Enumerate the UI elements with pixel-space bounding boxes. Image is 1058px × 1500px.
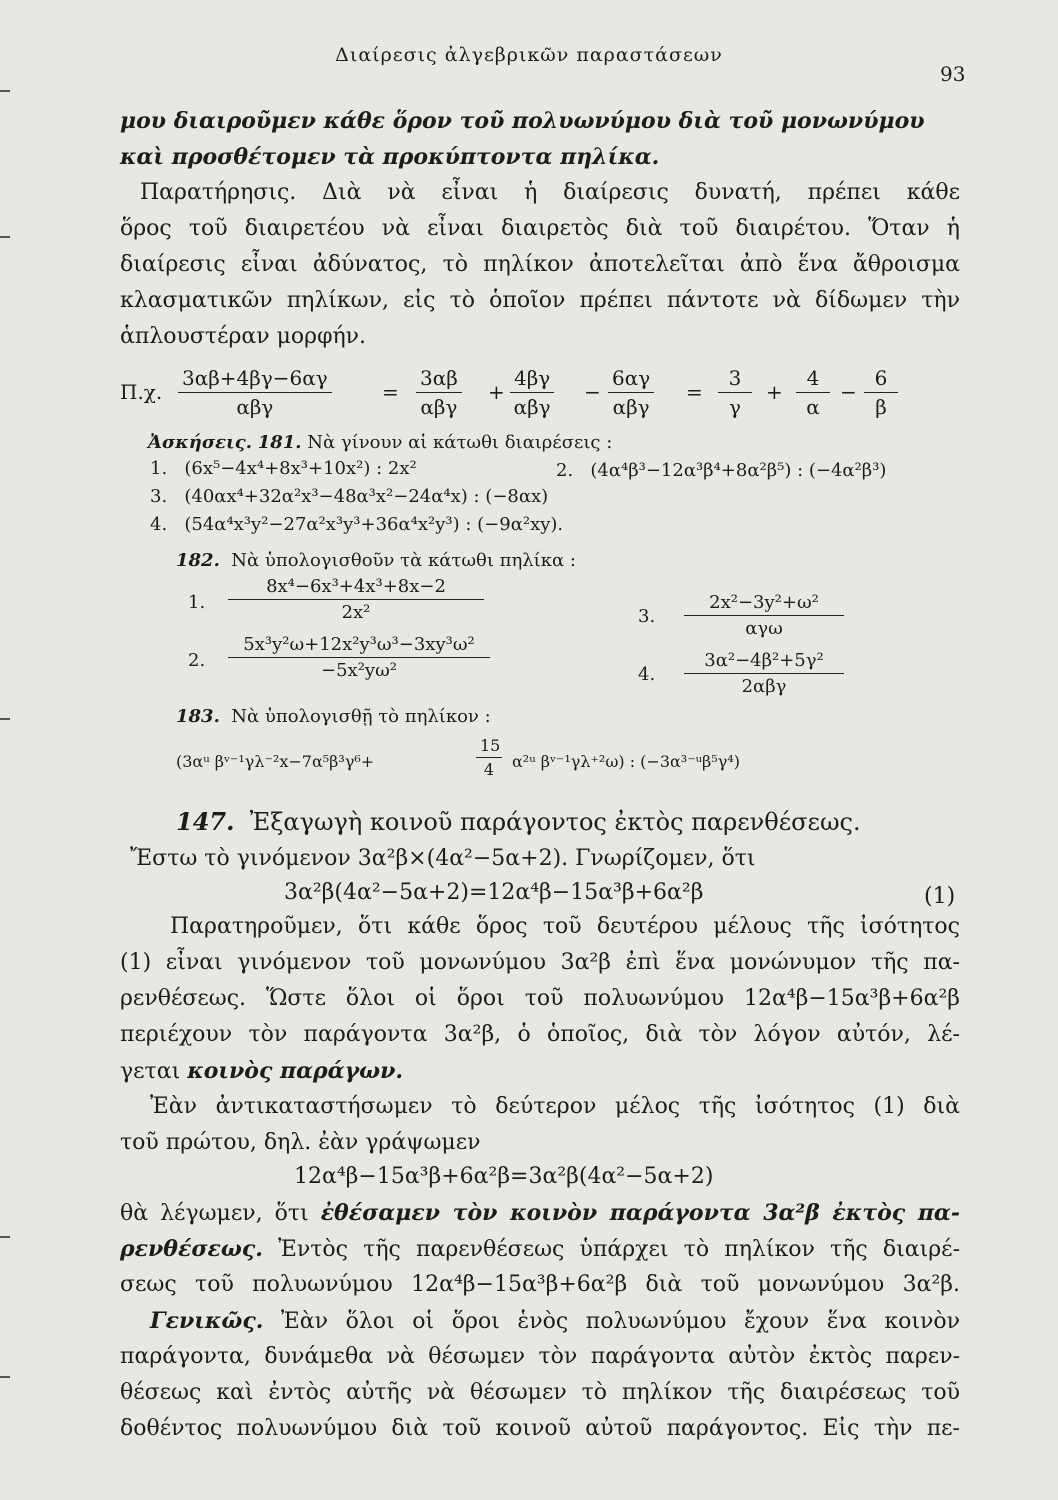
item-index: 3.: [150, 486, 168, 507]
numerator: 2x²−3y²+ω²: [684, 592, 844, 616]
body-line: [120, 1058, 960, 1085]
denominator: αγω: [745, 618, 783, 639]
fraction: [510, 366, 554, 419]
denominator: γ: [729, 395, 741, 419]
denominator: α: [806, 395, 820, 419]
page-number: 93: [940, 62, 966, 86]
fraction: [684, 592, 844, 639]
fraction: [796, 366, 830, 419]
exercise-heading: [176, 706, 491, 727]
body-line: ρενθέσεως. Ὥστε ὅλοι οἱ ὅροι τοῦ πολυωνύμου 12α⁴β−15α³β+6α²β: [120, 986, 960, 1011]
numerator: 6αγ: [608, 366, 654, 393]
plus-sign: +: [766, 380, 783, 404]
exercise-number: 182.: [176, 550, 220, 571]
body-line: Ἔστω τὸ γινόμενον 3α²β×(4α²−5α+2). Γνωρίζομεν, ὅτι: [130, 846, 756, 871]
section-number: 147.: [176, 807, 235, 836]
body-line: δοθέντος πολυωνύμου διὰ τοῦ κοινοῦ αὐτοῦ παράγοντος. Εἰς τὴν πε-: [120, 1416, 960, 1441]
emphasis-text: Γενικῶς.: [150, 1308, 264, 1334]
body-line: [120, 1236, 960, 1263]
margin-mark: [0, 718, 10, 720]
remark-label: Παρατήρησις.: [140, 180, 297, 205]
item-index: 1.: [188, 592, 206, 613]
example-equation: [120, 366, 970, 426]
fraction: [228, 634, 490, 681]
item-index: 2.: [188, 650, 206, 671]
remark-line: διαίρεσις εἶναι ἀδύνατος, τὸ πηλίκον ἀποτελεῖται ἀπὸ ἕνα ἄθροισμα: [120, 252, 960, 277]
item-index: 1.: [150, 458, 168, 479]
equation: 3α²β(4α²−5α+2)=12α⁴β−15α³β+6α²β: [284, 880, 704, 905]
numerator: 3α²−4β²+5γ²: [684, 650, 844, 674]
numerator: 5x³y²ω+12x²y³ω³−3xy³ω²: [228, 634, 490, 658]
body-line: σεως τοῦ πολυωνύμου 12α⁴β−15α³β+6α²β διὰ τοῦ μονωνύμου 3α²β.: [120, 1272, 960, 1297]
numerator: 4: [796, 366, 830, 393]
margin-mark: [0, 236, 10, 238]
equals-sign: =: [382, 380, 399, 404]
section-title: Ἐξαγωγὴ κοινοῦ παράγοντος ἐκτὸς παρενθέσεως.: [249, 808, 861, 836]
remark-line: ἁπλουστέραν μορφήν.: [120, 324, 367, 349]
denominator: β: [875, 395, 887, 419]
item-expression: (4α⁴β³−12α³β⁴+8α²β⁵) : (−4α²β³): [590, 460, 887, 481]
exercise-text: Νὰ γίνουν αἱ κάτωθι διαιρέσεις :: [307, 432, 613, 453]
body-line: θέσεως καὶ ἐντὸς αὐτῆς νὰ θέσωμεν τὸ πηλίκον τῆς διαιρέσεως τοῦ: [120, 1380, 960, 1405]
denominator: −5x²yω²: [321, 660, 397, 681]
emphasis-text: ρενθέσεως.: [120, 1236, 263, 1262]
denominator: αβγ: [513, 395, 551, 419]
exercises-label: Ἀσκήσεις.: [148, 432, 252, 453]
exercise-item: [150, 486, 548, 507]
remark-line: ὅρος τοῦ διαιρετέου νὰ εἶναι διαιρετὸς διὰ τοῦ διαιρέτου. Ὅταν ἡ: [120, 216, 960, 241]
section-heading: [176, 808, 966, 837]
item-index: 4.: [150, 514, 168, 535]
remark-text: Διὰ νὰ εἶναι ἡ διαίρεσις δυνατή, πρέπει κάθε: [322, 180, 960, 205]
exercise-expression: [176, 736, 976, 790]
body-line: Ἐὰν ἀντικαταστήσωμεν τὸ δεύτερον μέλος τῆς ἰσότητος (1) διὰ: [150, 1094, 960, 1119]
plus-sign: +: [488, 380, 505, 404]
exercise-number: 181.: [257, 432, 302, 453]
item-index: 4.: [638, 664, 656, 685]
item-index: 3.: [638, 606, 656, 627]
numerator: 3αβ: [416, 366, 462, 393]
numerator: 6: [864, 366, 898, 393]
body-text: γεται: [120, 1059, 181, 1084]
example-label: Π.χ.: [120, 380, 163, 404]
exercise-heading: [148, 432, 988, 454]
exercise-heading: [176, 550, 576, 571]
body-text: Ἐντὸς τῆς παρενθέσεως ὑπάρχει τὸ πηλίκον τῆς διαιρέ-: [278, 1237, 960, 1262]
numerator: 15: [476, 736, 502, 758]
running-header: Διαίρεσις ἀλγεβρικῶν παραστάσεων: [335, 44, 723, 66]
denominator: 2αβγ: [741, 676, 787, 697]
fraction: [718, 366, 752, 419]
numerator: 8x⁴−6x³+4x³+8x−2: [228, 576, 484, 600]
denominator: 4: [483, 760, 495, 779]
minus-sign: −: [584, 380, 601, 404]
item-expression: (54α⁴x³y²−27α²x³y³+36α⁴x²y³) : (−9α²xy).: [184, 514, 564, 535]
expression-part: α²ᵘ βᵛ⁻¹γλ⁺²ω) : (−3α³⁻ᵘβ⁵γ⁴): [512, 752, 740, 771]
margin-mark: [0, 90, 10, 92]
body-text: Ἐὰν ὅλοι οἱ ὅροι ἑνὸς πολυωνύμου ἔχουν ἕνα κοινὸν: [281, 1309, 960, 1334]
emphasis-text: ἐθέσαμεν τὸν κοινὸν παράγοντα 3α²β ἐκτὸς πα-: [320, 1200, 960, 1226]
exercise-text: Νὰ ὑπολογισθῇ τὸ πηλίκον :: [231, 706, 491, 727]
body-line: (1) εἶναι γινόμενον τοῦ μονωνύμου 3α²β ἐπὶ ἕνα μονώνυμον τῆς πα-: [120, 950, 960, 975]
exercise-item: [150, 458, 417, 479]
exercise-number: 183.: [176, 706, 220, 727]
denominator: αβγ: [236, 395, 274, 419]
exercise-item: [556, 460, 886, 481]
intro-line: μου διαιροῦμεν κάθε ὅρον τοῦ πολυωνύμου διὰ τοῦ μονωνύμου: [120, 108, 925, 134]
fraction: [476, 736, 502, 779]
item-expression: (6x⁵−4x⁴+8x³+10x²) : 2x²: [184, 458, 417, 479]
numerator: 3: [718, 366, 752, 393]
body-line: τοῦ πρώτου, δηλ. ἐὰν γράψωμεν: [120, 1130, 481, 1155]
body-line: περιέχουν τὸν παράγοντα 3α²β, ὁ ὁποῖος, διὰ τὸν λόγον αὐτόν, λέ-: [120, 1022, 960, 1047]
fraction: [178, 366, 332, 419]
body-line: παράγοντα, δυνάμεθα νὰ θέσωμεν τὸν παράγοντα αὐτὸν ἐκτὸς παρεν-: [120, 1344, 960, 1369]
equals-sign: =: [686, 380, 703, 404]
body-line: Παρατηροῦμεν, ὅτι κάθε ὅρος τοῦ δευτέρου μέλους τῆς ἰσότητος: [170, 914, 960, 939]
intro-line: καὶ προσθέτομεν τὰ προκύπτοντα πηλίκα.: [120, 144, 660, 170]
remark-line: [140, 180, 960, 206]
margin-mark: [0, 1236, 10, 1238]
denominator: αβγ: [420, 395, 458, 419]
body-line: [120, 1200, 960, 1227]
expression-part: (3αᵘ βᵛ⁻¹γλ⁻²x−7α⁵β³γ⁶+: [176, 752, 375, 771]
denominator: αβγ: [612, 395, 650, 419]
remark-line: κλασματικῶν πηλίκων, εἰς τὸ ὁποῖον πρέπει πάντοτε νὰ δίδωμεν τὴν: [120, 288, 960, 313]
fraction: [864, 366, 898, 419]
body-line: [150, 1308, 960, 1335]
exercise-text: Νὰ ὑπολογισθοῦν τὰ κάτωθι πηλίκα :: [231, 550, 576, 571]
fraction: [416, 366, 462, 419]
fraction: [684, 650, 844, 697]
fraction: [608, 366, 654, 419]
numerator: 4βγ: [510, 366, 554, 393]
margin-mark: [0, 1376, 10, 1378]
numerator: 3αβ+4βγ−6αγ: [178, 366, 332, 393]
item-index: 2.: [556, 460, 574, 481]
denominator: 2x²: [341, 602, 371, 623]
equation-tag: (1): [924, 884, 956, 909]
equation: 12α⁴β−15α³β+6α²β=3α²β(4α²−5α+2): [294, 1164, 714, 1189]
fraction: [228, 576, 484, 623]
emphasis-text: κοινὸς παράγων.: [187, 1058, 403, 1084]
body-text: θὰ λέγωμεν, ὅτι: [120, 1201, 309, 1226]
item-expression: (40αx⁴+32α²x³−48α³x²−24α⁴x) : (−8αx): [184, 486, 549, 507]
minus-sign: −: [840, 380, 857, 404]
exercise-item: [150, 514, 563, 535]
